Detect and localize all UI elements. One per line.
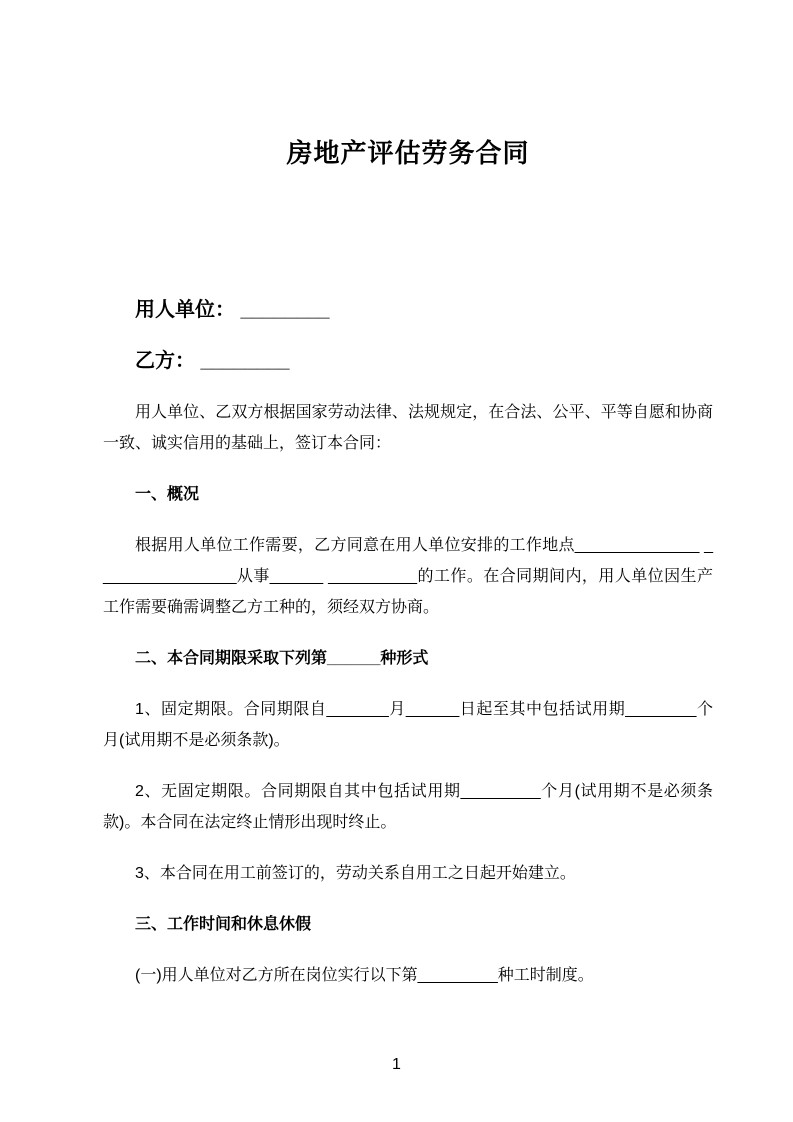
section-3-paragraph: (一)用人单位对乙方所在岗位实行以下第_________种工时制度。 bbox=[135, 967, 594, 984]
section-2-item-fixed-term: 1、固定期限。合同期限自_______月______日起至其中包括试用期________个月(试用期不是必须条款)。 bbox=[103, 701, 713, 749]
document-title: 房地产评估劳务合同 bbox=[286, 138, 530, 168]
section-2-heading: 二、本合同期限采取下列第______种形式 bbox=[135, 650, 429, 667]
party-b-field-line: 乙方： ________ bbox=[135, 350, 290, 372]
section-1-heading: 一、概况 bbox=[135, 486, 200, 503]
section-2-item-open-term: 2、无固定期限。合同期限自其中包括试用期_________个月(试用期不是必须条款)。本合同在法定终止情形出现时终止。 bbox=[103, 783, 713, 831]
intro-paragraph: 用人单位、乙双方根据国家劳动法律、法规规定，在合法、公平、平等自愿和协商一致、诚实信用的基础上，签订本合同： bbox=[103, 404, 713, 452]
section-3-heading: 三、工作时间和休息休假 bbox=[135, 916, 312, 933]
page-number: 1 bbox=[392, 1056, 401, 1073]
section-2-item-pre-employment: 3、本合同在用工前签订的，劳动关系自用工之日起开始建立。 bbox=[135, 865, 576, 882]
employer-field-line: 用人单位： ________ bbox=[135, 299, 330, 321]
section-1-paragraph: 根据用人单位工作需要，乙方同意在用人单位安排的工作地点______________ ________________从事______ __________的工作。在合同期间内，用人单位因生产工作需要确需调整乙方工种的，须经双方协商。 bbox=[103, 537, 713, 616]
